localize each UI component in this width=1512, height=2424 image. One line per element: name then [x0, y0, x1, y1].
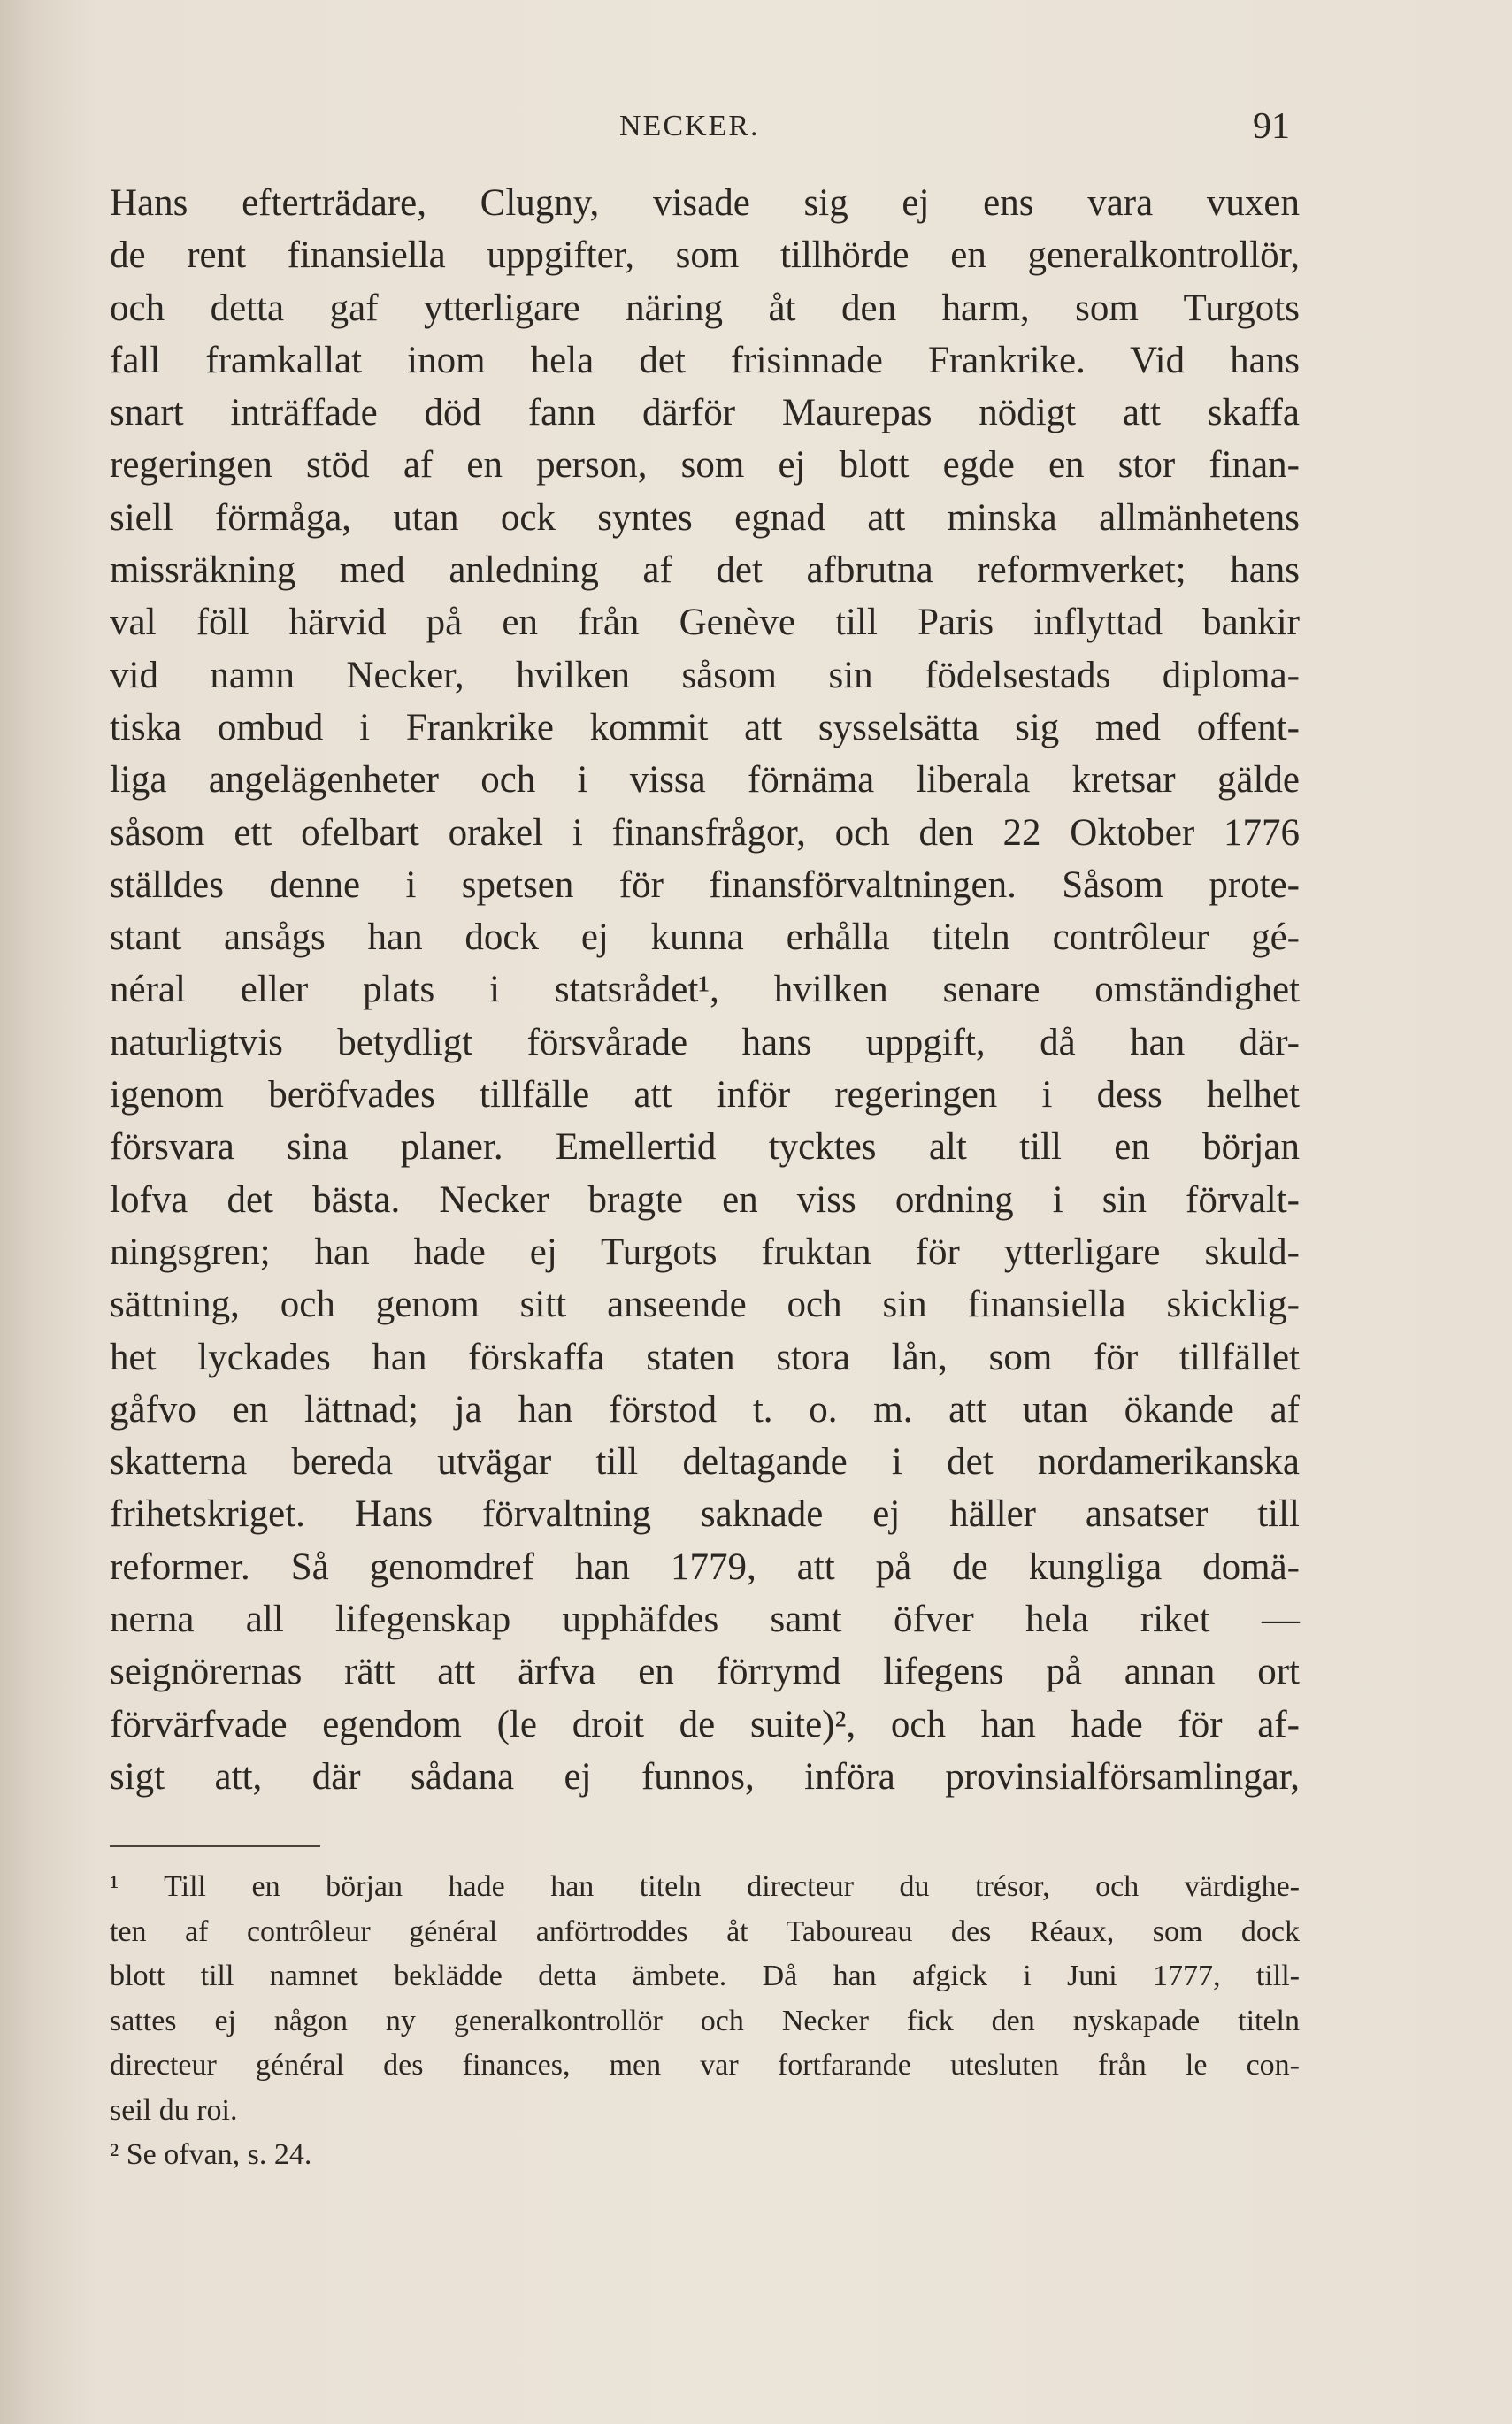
body-line: sättning, och genom sitt anseende och sin finansiella skicklig- — [110, 1284, 1300, 1326]
footnote-line: sattes ej någon ny generalkontrollör och Necker fick den nyskapade titeln — [110, 2004, 1300, 2037]
body-line: gåfvo en lättnad; ja han förstod t. o. m. att utan ökande af — [110, 1388, 1300, 1431]
footnote-line: ¹ Till en början hade han titeln directeur du trésor, och värdighe- — [110, 1870, 1300, 1903]
body-line: lofva det bästa. Necker bragte en viss ordning i sin förvalt- — [110, 1178, 1300, 1221]
footnote-line: ten af contrôleur général anförtroddes åt Taboureau des Réaux, som dock — [110, 1914, 1300, 1948]
body-line: regeringen stöd af en person, som ej blott egde en stor finan- — [110, 444, 1300, 487]
body-line: såsom ett ofelbart orakel i finansfrågor, och den 22 Oktober 1776 — [110, 811, 1300, 854]
footnotes — [110, 1865, 1300, 2178]
body-line: frihetskriget. Hans förvaltning saknade ej häller ansatser till — [110, 1493, 1300, 1536]
footnote-line: blott till namnet beklädde detta ämbete. Då han afgick i Juni 1777, till- — [110, 1960, 1300, 1992]
body-line: de rent finansiella uppgifter, som tillhörde en generalkontrollör, — [110, 234, 1300, 277]
body-line: liga angelägenheter och i vissa förnäma liberala kretsar gälde — [110, 759, 1300, 802]
body-line: naturligtvis betydligt försvårade hans uppgift, då han där- — [110, 1021, 1300, 1063]
footnote-line: seil du roi. — [110, 2093, 238, 2127]
body-line: nerna all lifegenskap upphäfdes samt öfver hela riket — — [110, 1599, 1300, 1641]
body-line: reformer. Så genomdref han 1779, att på de kungliga domä- — [110, 1546, 1300, 1588]
body-line: néral eller plats i statsrådet¹, hvilken senare omständighet — [110, 969, 1300, 1011]
body-line: seignörernas rätt att ärfva en förrymd lifegens på annan ort — [110, 1651, 1300, 1693]
body-line: tiska ombud i Frankrike kommit att sysselsätta sig med offent- — [110, 706, 1300, 748]
body-line: val föll härvid på en från Genève till Paris inflyttad bankir — [110, 602, 1300, 644]
body-line: vid namn Necker, hvilken såsom sin födelsestads diploma- — [110, 654, 1300, 696]
body-line: missräkning med anledning af det afbrutna reformverket; hans — [110, 549, 1300, 592]
body-line: sigt att, där sådana ej funnos, införa provinsialförsamlingar, — [110, 1755, 1300, 1798]
body-line: Hans efterträdare, Clugny, visade sig ej ens vara vuxen — [110, 182, 1300, 224]
body-line: ställdes denne i spetsen för finansförvaltningen. Såsom prote- — [110, 863, 1300, 906]
body-line: fall framkallat inom hela det frisinnade Frankrike. Vid hans — [110, 339, 1300, 381]
page-number: 91 — [1253, 106, 1290, 147]
body-line: stant ansågs han dock ej kunna erhålla titeln contrôleur gé- — [110, 917, 1300, 959]
body-line: siell förmåga, utan ock syntes egnad att minska allmänhetens — [110, 496, 1300, 539]
body-line: försvara sina planer. Emellertid tycktes alt till en början — [110, 1126, 1300, 1169]
body-line: ningsgren; han hade ej Turgots fruktan för ytterligare skuld- — [110, 1231, 1300, 1273]
footnote-line: ² Se ofvan, s. 24. — [110, 2138, 312, 2171]
body-line: igenom beröfvades tillfälle att inför regeringen i dess helhet — [110, 1074, 1300, 1116]
body-line: het lyckades han förskaffa staten stora lån, som för tillfället — [110, 1336, 1300, 1378]
page-header — [0, 104, 1512, 149]
body-line: förvärfvade egendom (le droit de suite)², och han hade för af- — [110, 1703, 1300, 1745]
body-line: snart inträffade död fann därför Maurepas nödigt att skaffa — [110, 392, 1300, 434]
body-text — [110, 177, 1300, 1803]
footnote-line: directeur général des finances, men var fortfarande utesluten från le con- — [110, 2049, 1300, 2082]
footnote-rule — [110, 1845, 320, 1847]
body-line: och detta gaf ytterligare näring åt den harm, som Turgots — [110, 287, 1300, 329]
running-head: NECKER. — [619, 110, 760, 142]
body-line: skatterna bereda utvägar till deltagande i det nordamerikanska — [110, 1441, 1300, 1484]
